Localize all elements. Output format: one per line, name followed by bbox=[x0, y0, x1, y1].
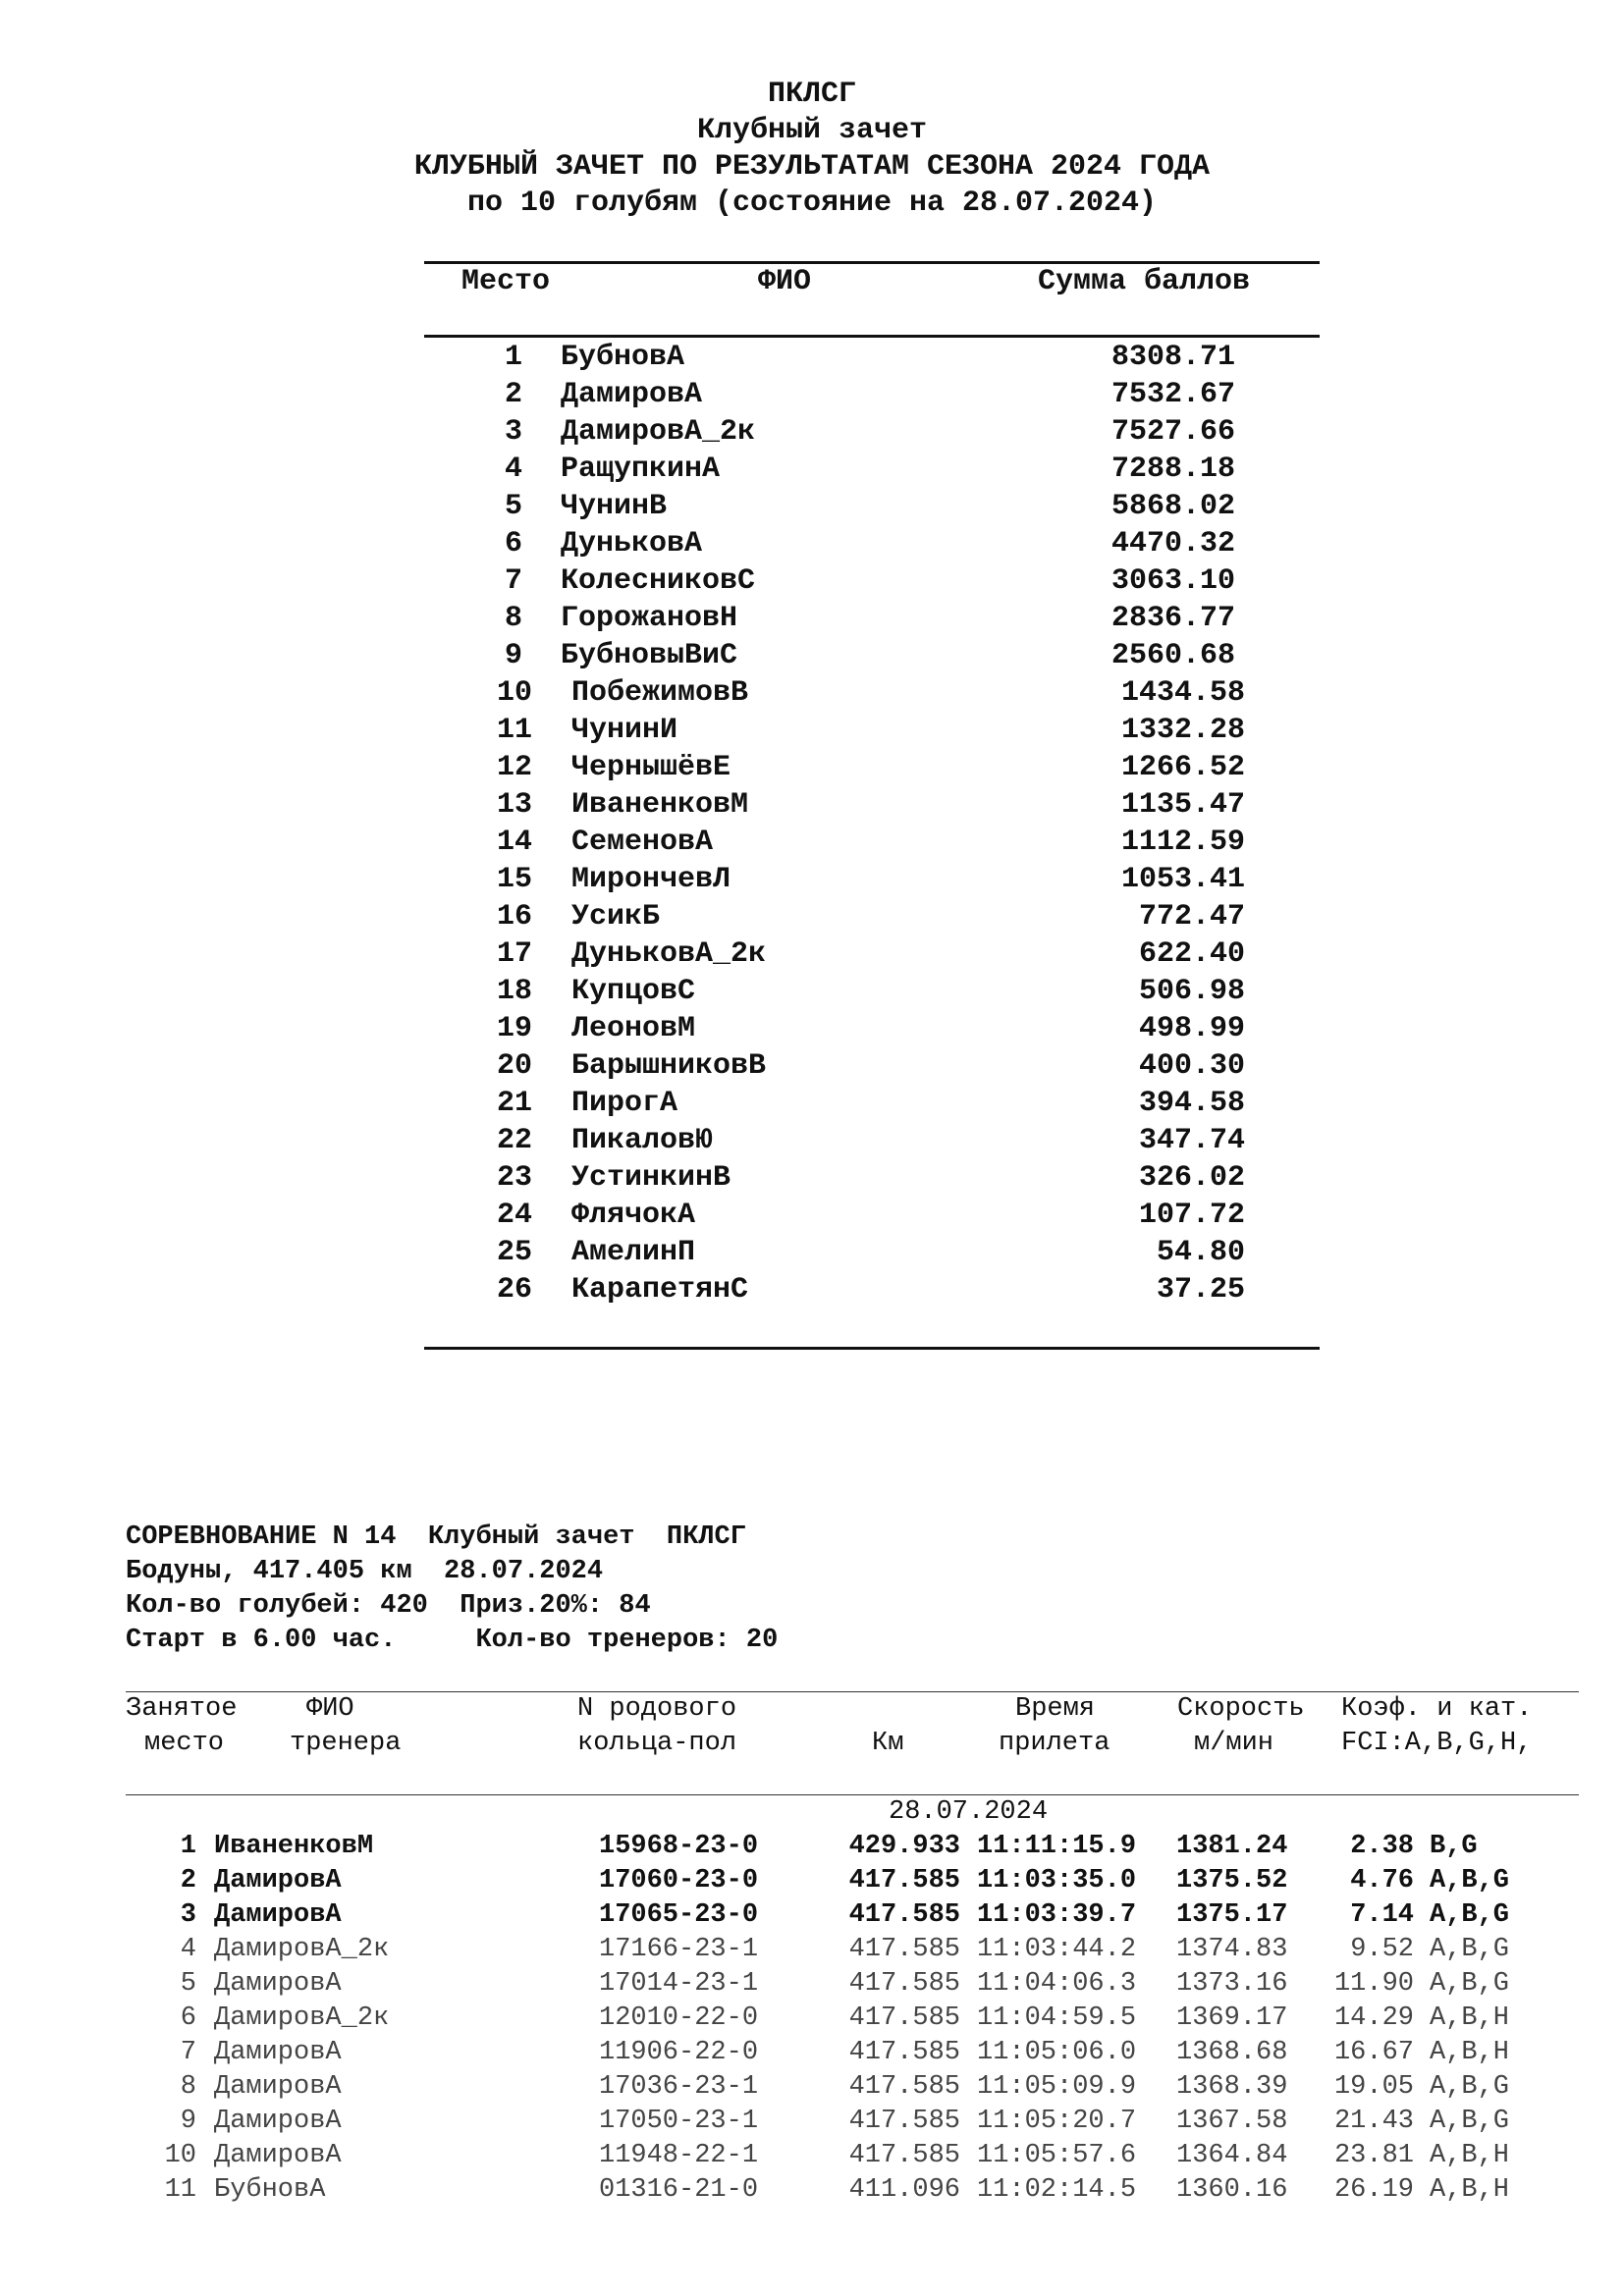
standings-score: 498.99 bbox=[1138, 1012, 1245, 1045]
standings-name: КупцовС bbox=[571, 975, 696, 1008]
standings-score: 7288.18 bbox=[1110, 453, 1235, 486]
standings-score: 2836.77 bbox=[1110, 602, 1235, 635]
results-header-speed-2: м/мин bbox=[1194, 1729, 1274, 1758]
result-place: 10 bbox=[164, 2141, 196, 2170]
standings-place: 14 bbox=[496, 826, 532, 859]
result-name: ДамировА_2к bbox=[214, 2003, 390, 2033]
results-header-rule bbox=[126, 1794, 1579, 1795]
result-speed: 1375.52 bbox=[1176, 1866, 1288, 1896]
result-ring: 17036-23-1 bbox=[599, 2072, 759, 2102]
standings-score: 1332.28 bbox=[1120, 714, 1245, 747]
standings-place: 1 bbox=[504, 341, 522, 374]
result-place: 7 bbox=[180, 2038, 196, 2067]
competition-info-line: Кол-во голубей: 420 Приз.20%: 84 bbox=[126, 1591, 651, 1621]
standings-score: 107.72 bbox=[1138, 1199, 1245, 1232]
result-name: БубновА bbox=[214, 2175, 326, 2205]
result-ring: 17060-23-0 bbox=[599, 1866, 759, 1896]
result-coef: 14.29 bbox=[1333, 2003, 1414, 2033]
result-time: 11:03:39.7 bbox=[977, 1900, 1137, 1930]
result-name: ДамировА bbox=[214, 2141, 342, 2170]
result-speed: 1369.17 bbox=[1176, 2003, 1288, 2033]
result-coef: 11.90 bbox=[1333, 1969, 1414, 1999]
competition-info-line: СОРЕВНОВАНИЕ N 14 Клубный зачет ПКЛСГ bbox=[126, 1522, 746, 1552]
standings-name: БубновыВиС bbox=[561, 639, 738, 672]
standings-place: 16 bbox=[496, 900, 532, 934]
standings-name: ДамировА_2к bbox=[561, 415, 756, 449]
result-coef: 19.05 bbox=[1333, 2072, 1414, 2102]
standings-place: 15 bbox=[496, 863, 532, 896]
standings-place: 5 bbox=[504, 490, 522, 523]
result-coef: 9.52 bbox=[1350, 1935, 1414, 1964]
standings-score: 400.30 bbox=[1138, 1049, 1245, 1083]
standings-score: 7532.67 bbox=[1110, 378, 1235, 411]
standings-place: 18 bbox=[496, 975, 532, 1008]
results-header-ring-1: N родового bbox=[577, 1694, 737, 1724]
result-place: 2 bbox=[180, 1866, 196, 1896]
standings-name: ИваненковМ bbox=[571, 788, 749, 822]
standings-place: 23 bbox=[496, 1161, 532, 1195]
standings-score: 506.98 bbox=[1138, 975, 1245, 1008]
standings-name: ГорожановН bbox=[561, 602, 738, 635]
result-name: ДамировА bbox=[214, 2072, 342, 2102]
result-coef: 23.81 bbox=[1333, 2141, 1414, 2170]
result-time: 11:02:14.5 bbox=[977, 2175, 1137, 2205]
standings-header-place: Место bbox=[461, 265, 551, 298]
results-header-coef-2: FCI:A,B,G,H, bbox=[1341, 1729, 1533, 1758]
standings-place: 13 bbox=[496, 788, 532, 822]
result-km: 429.933 bbox=[848, 1832, 960, 1861]
result-ring: 11948-22-1 bbox=[599, 2141, 759, 2170]
result-speed: 1364.84 bbox=[1176, 2141, 1288, 2170]
results-header-time-2: прилета bbox=[999, 1729, 1110, 1758]
result-name: ДамировА bbox=[214, 2107, 342, 2136]
result-category: A,B,H bbox=[1430, 2141, 1510, 2170]
result-ring: 01316-21-0 bbox=[599, 2175, 759, 2205]
result-km: 417.585 bbox=[848, 1935, 960, 1964]
standings-place: 26 bbox=[496, 1273, 532, 1307]
results-header-place-1: Занятое bbox=[126, 1694, 238, 1724]
standings-score: 4470.32 bbox=[1110, 527, 1235, 561]
standings-name: ЧунинВ bbox=[561, 490, 668, 523]
standings-name: ДамировА bbox=[561, 378, 703, 411]
result-km: 417.585 bbox=[848, 1866, 960, 1896]
result-ring: 11906-22-0 bbox=[599, 2038, 759, 2067]
result-place: 9 bbox=[180, 2107, 196, 2136]
standings-name: БарышниковВ bbox=[571, 1049, 767, 1083]
result-ring: 17014-23-1 bbox=[599, 1969, 759, 1999]
result-speed: 1381.24 bbox=[1176, 1832, 1288, 1861]
result-km: 417.585 bbox=[848, 2107, 960, 2136]
standings-score: 2560.68 bbox=[1110, 639, 1235, 672]
standings-name: УсикБ bbox=[571, 900, 661, 934]
result-place: 5 bbox=[180, 1969, 196, 1999]
result-speed: 1374.83 bbox=[1176, 1935, 1288, 1964]
standings-score: 326.02 bbox=[1138, 1161, 1245, 1195]
result-category: A,B,G bbox=[1430, 1900, 1510, 1930]
result-km: 417.585 bbox=[848, 2072, 960, 2102]
standings-place: 22 bbox=[496, 1124, 532, 1157]
standings-place: 6 bbox=[504, 527, 522, 561]
standings-score: 54.80 bbox=[1156, 1236, 1245, 1269]
standings-score: 8308.71 bbox=[1110, 341, 1235, 374]
results-date-row: 28.07.2024 bbox=[889, 1797, 1049, 1827]
standings-score: 1053.41 bbox=[1120, 863, 1245, 896]
result-coef: 4.76 bbox=[1350, 1866, 1414, 1896]
standings-place: 10 bbox=[496, 676, 532, 710]
standings-score: 347.74 bbox=[1138, 1124, 1245, 1157]
results-header-coef-1: Коэф. и кат. bbox=[1341, 1694, 1533, 1724]
standings-top-rule bbox=[424, 261, 1320, 264]
report-title: КЛУБНЫЙ ЗАЧЕТ ПО РЕЗУЛЬТАТАМ СЕЗОНА 2024 ГОДА bbox=[413, 150, 1211, 184]
result-name: ИваненковМ bbox=[214, 1832, 374, 1861]
standings-score: 7527.66 bbox=[1110, 415, 1235, 449]
standings-place: 24 bbox=[496, 1199, 532, 1232]
standings-name: ЧернышёвЕ bbox=[571, 751, 731, 784]
result-place: 4 bbox=[180, 1935, 196, 1964]
result-km: 417.585 bbox=[848, 1900, 960, 1930]
standings-place: 17 bbox=[496, 937, 532, 971]
standings-score: 1135.47 bbox=[1120, 788, 1245, 822]
result-category: A,B,G bbox=[1430, 2072, 1510, 2102]
standings-place: 12 bbox=[496, 751, 532, 784]
result-coef: 7.14 bbox=[1350, 1900, 1414, 1930]
result-speed: 1368.39 bbox=[1176, 2072, 1288, 2102]
standings-score: 1112.59 bbox=[1120, 826, 1245, 859]
standings-place: 9 bbox=[504, 639, 522, 672]
standings-name: ДуньковА_2к bbox=[571, 937, 767, 971]
results-header-name-1: ФИО bbox=[306, 1694, 354, 1724]
result-category: A,B,H bbox=[1430, 2175, 1510, 2205]
result-coef: 21.43 bbox=[1333, 2107, 1414, 2136]
standings-place: 11 bbox=[496, 714, 532, 747]
result-place: 1 bbox=[180, 1832, 196, 1861]
competition-info-line: Бодуны, 417.405 км 28.07.2024 bbox=[126, 1557, 604, 1586]
result-speed: 1368.68 bbox=[1176, 2038, 1288, 2067]
standings-score: 37.25 bbox=[1156, 1273, 1245, 1307]
standings-name: УстинкинВ bbox=[571, 1161, 731, 1195]
result-name: ДамировА_2к bbox=[214, 1935, 390, 1964]
result-category: A,B,G bbox=[1430, 1866, 1510, 1896]
report-state-note: по 10 голубям (состояние на 28.07.2024) bbox=[466, 187, 1158, 220]
result-speed: 1367.58 bbox=[1176, 2107, 1288, 2136]
results-top-rule bbox=[126, 1691, 1579, 1692]
result-place: 6 bbox=[180, 2003, 196, 2033]
result-coef: 2.38 bbox=[1350, 1832, 1414, 1861]
result-km: 411.096 bbox=[848, 2175, 960, 2205]
standings-name: ЛеоновМ bbox=[571, 1012, 696, 1045]
standings-name: МирончевЛ bbox=[571, 863, 731, 896]
result-ring: 15968-23-0 bbox=[599, 1832, 759, 1861]
report-club-name: ПКЛСГ bbox=[767, 78, 856, 111]
standings-name: РащупкинА bbox=[561, 453, 721, 486]
result-place: 8 bbox=[180, 2072, 196, 2102]
result-category: A,B,G bbox=[1430, 1935, 1510, 1964]
result-time: 11:05:06.0 bbox=[977, 2038, 1137, 2067]
standings-place: 4 bbox=[504, 453, 522, 486]
standings-score: 3063.10 bbox=[1110, 564, 1235, 598]
standings-place: 20 bbox=[496, 1049, 532, 1083]
standings-header-score: Сумма баллов bbox=[1038, 265, 1251, 298]
standings-place: 21 bbox=[496, 1087, 532, 1120]
result-place: 3 bbox=[180, 1900, 196, 1930]
standings-name: ПикаловЮ bbox=[571, 1124, 714, 1157]
result-speed: 1360.16 bbox=[1176, 2175, 1288, 2205]
standings-place: 25 bbox=[496, 1236, 532, 1269]
result-km: 417.585 bbox=[848, 2141, 960, 2170]
standings-score: 5868.02 bbox=[1110, 490, 1235, 523]
result-km: 417.585 bbox=[848, 2003, 960, 2033]
standings-place: 19 bbox=[496, 1012, 532, 1045]
result-time: 11:05:20.7 bbox=[977, 2107, 1137, 2136]
result-category: A,B,H bbox=[1430, 2038, 1510, 2067]
result-km: 417.585 bbox=[848, 2038, 960, 2067]
result-time: 11:03:44.2 bbox=[977, 1935, 1137, 1964]
standings-name: ФлячокА bbox=[571, 1199, 696, 1232]
result-category: A,B,G bbox=[1430, 1969, 1510, 1999]
standings-name: СеменовА bbox=[571, 826, 714, 859]
result-time: 11:04:59.5 bbox=[977, 2003, 1137, 2033]
standings-bottom-rule bbox=[424, 1347, 1320, 1350]
result-speed: 1373.16 bbox=[1176, 1969, 1288, 1999]
standings-score: 394.58 bbox=[1138, 1087, 1245, 1120]
standings-place: 7 bbox=[504, 564, 522, 598]
result-ring: 17050-23-1 bbox=[599, 2107, 759, 2136]
standings-name: ЧунинИ bbox=[571, 714, 678, 747]
result-category: A,B,H bbox=[1430, 2003, 1510, 2033]
standings-score: 772.47 bbox=[1138, 900, 1245, 934]
results-header-time-1: Время bbox=[1015, 1694, 1096, 1724]
results-header-place-2: место bbox=[144, 1729, 225, 1758]
result-ring: 12010-22-0 bbox=[599, 2003, 759, 2033]
results-header-km: Км bbox=[872, 1729, 904, 1758]
standings-name: КолесниковС bbox=[561, 564, 756, 598]
standings-name: ДуньковА bbox=[561, 527, 703, 561]
standings-name: ПобежимовВ bbox=[571, 676, 749, 710]
result-name: ДамировА bbox=[214, 2038, 342, 2067]
result-place: 11 bbox=[164, 2175, 196, 2205]
standings-score: 1266.52 bbox=[1120, 751, 1245, 784]
result-ring: 17065-23-0 bbox=[599, 1900, 759, 1930]
standings-place: 3 bbox=[504, 415, 522, 449]
result-time: 11:05:09.9 bbox=[977, 2072, 1137, 2102]
result-category: B,G bbox=[1430, 1832, 1478, 1861]
standings-score: 1434.58 bbox=[1120, 676, 1245, 710]
result-speed: 1375.17 bbox=[1176, 1900, 1288, 1930]
standings-place: 2 bbox=[504, 378, 522, 411]
result-coef: 26.19 bbox=[1333, 2175, 1414, 2205]
result-km: 417.585 bbox=[848, 1969, 960, 1999]
results-header-ring-2: кольца-пол bbox=[577, 1729, 737, 1758]
result-time: 11:03:35.0 bbox=[977, 1866, 1137, 1896]
standings-header-rule bbox=[424, 335, 1320, 338]
standings-score: 622.40 bbox=[1138, 937, 1245, 971]
result-name: ДамировА bbox=[214, 1866, 342, 1896]
standings-name: БубновА bbox=[561, 341, 685, 374]
standings-name: КарапетянС bbox=[571, 1273, 749, 1307]
standings-place: 8 bbox=[504, 602, 522, 635]
competition-info-line: Старт в 6.00 час. Кол-во тренеров: 20 bbox=[126, 1626, 779, 1655]
results-header-name-2: тренера bbox=[290, 1729, 402, 1758]
result-ring: 17166-23-1 bbox=[599, 1935, 759, 1964]
standings-name: АмелинП bbox=[571, 1236, 696, 1269]
standings-header-name: ФИО bbox=[758, 265, 812, 298]
result-category: A,B,G bbox=[1430, 2107, 1510, 2136]
result-time: 11:04:06.3 bbox=[977, 1969, 1137, 1999]
result-coef: 16.67 bbox=[1333, 2038, 1414, 2067]
results-header-speed-1: Скорость bbox=[1177, 1694, 1305, 1724]
standings-name: ПирогА bbox=[571, 1087, 678, 1120]
result-time: 11:05:57.6 bbox=[977, 2141, 1137, 2170]
result-name: ДамировА bbox=[214, 1900, 342, 1930]
report-subtitle: Клубный зачет bbox=[696, 114, 928, 147]
result-time: 11:11:15.9 bbox=[977, 1832, 1137, 1861]
result-name: ДамировА bbox=[214, 1969, 342, 1999]
